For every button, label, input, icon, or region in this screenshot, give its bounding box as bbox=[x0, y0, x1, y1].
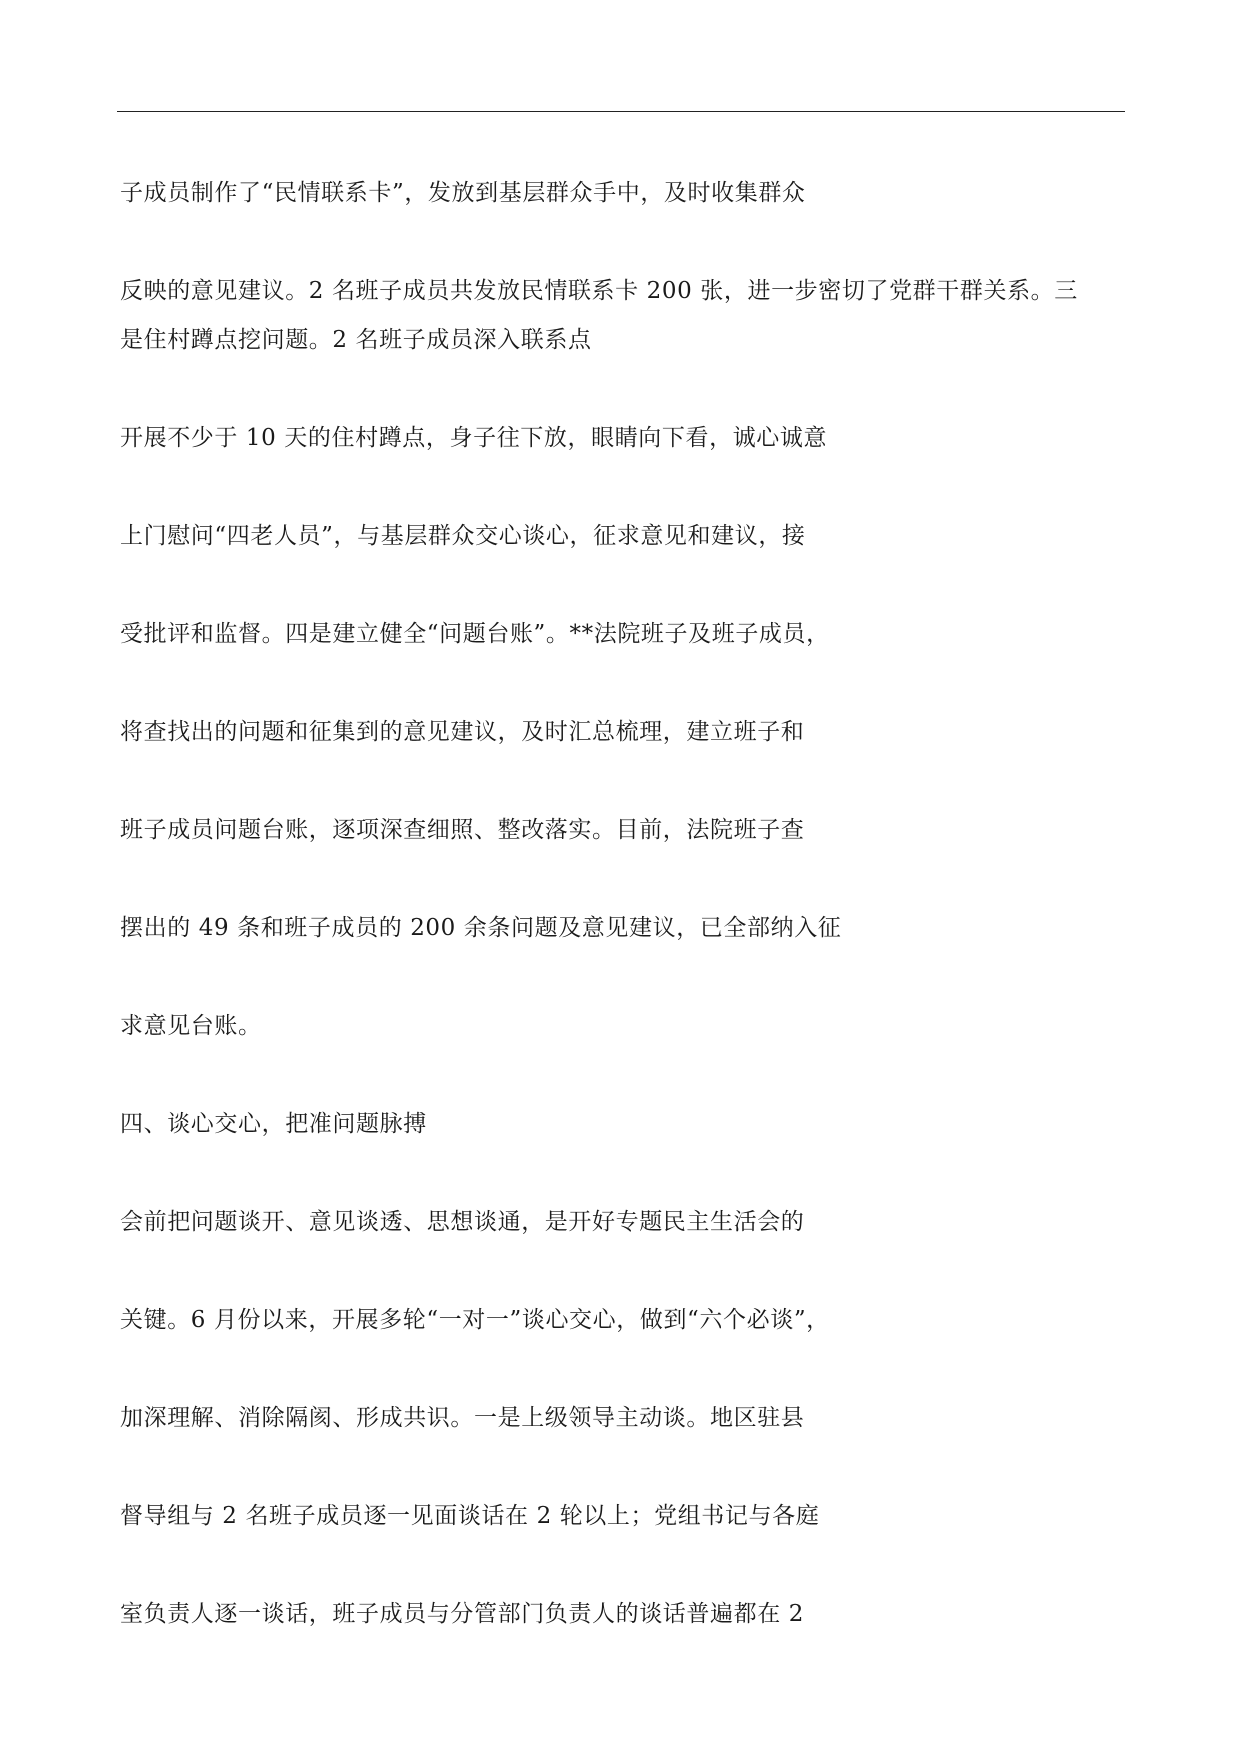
text-line: 子成员制作了“民情联系卡”，发放到基层群众手中，及时收集群众 bbox=[120, 180, 806, 206]
text-line: 是住村蹲点挖问题。2 名班子成员深入联系点 bbox=[120, 327, 592, 353]
text-line: 摆出的 49 条和班子成员的 200 余条问题及意见建议，已全部纳入征 bbox=[120, 915, 842, 941]
text-line: 督导组与 2 名班子成员逐一见面谈话在 2 轮以上；党组书记与各庭 bbox=[120, 1503, 820, 1529]
text-line: 关键。6 月份以来，开展多轮“一对一”谈心交心，做到“六个必谈”， bbox=[120, 1307, 830, 1333]
text-line: 将查找出的问题和征集到的意见建议，及时汇总梳理，建立班子和 bbox=[120, 719, 805, 745]
text-line: 反映的意见建议。2 名班子成员共发放民情联系卡 200 张，进一步密切了党群干群关系。三 bbox=[120, 278, 1078, 304]
text-line: 开展不少于 10 天的住村蹲点，身子往下放，眼睛向下看，诚心诚意 bbox=[120, 425, 828, 451]
header-rule bbox=[117, 111, 1125, 112]
section-heading: 四、谈心交心，把准问题脉搏 bbox=[120, 1111, 427, 1137]
text-line: 室负责人逐一谈话，班子成员与分管部门负责人的谈话普遍都在 2 bbox=[120, 1601, 804, 1627]
text-line: 加深理解、消除隔阂、形成共识。一是上级领导主动谈。地区驻县 bbox=[120, 1405, 805, 1431]
text-line: 会前把问题谈开、意见谈透、思想谈通，是开好专题民主生活会的 bbox=[120, 1209, 805, 1235]
text-line: 上门慰问“四老人员”，与基层群众交心谈心，征求意见和建议，接 bbox=[120, 523, 806, 549]
text-line: 求意见台账。 bbox=[120, 1013, 262, 1039]
text-line: 班子成员问题台账，逐项深查细照、整改落实。目前，法院班子查 bbox=[120, 817, 805, 843]
text-line: 受批评和监督。四是建立健全“问题台账”。**法院班子及班子成员， bbox=[120, 621, 830, 647]
